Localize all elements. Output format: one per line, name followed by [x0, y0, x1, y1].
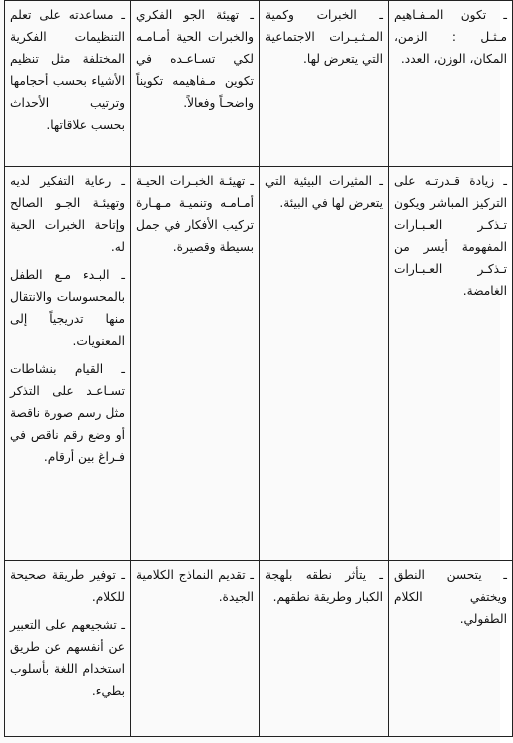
cell-text: ـ المثيرات البيئية التي يتعرض لها في البيئة.	[265, 174, 383, 210]
table-cell	[260, 167, 389, 561]
table-cell	[131, 561, 260, 737]
table-cell	[131, 1, 260, 167]
table-cell	[5, 1, 131, 167]
table-cell	[131, 167, 260, 561]
table-cell	[389, 1, 513, 167]
cell-text: ـ تشجيعهم على التعبير عن أنفسهم عن طريق استخدام اللغة بأسلوب بطيء.	[10, 618, 125, 698]
cell-text: ـ القيام بنشاطات تسـاعـد على التذكر مثل رسم صورة ناقصة أو وضع رقم ناقص في فـراغ بين أرقام.	[10, 362, 125, 464]
cell-text: ـ يتحسن النطق ويختفي الكلام الطفولي.	[394, 568, 507, 626]
cell-text: ـ تقديم النماذج الكلامية الجيدة.	[136, 568, 254, 604]
content-table	[4, 0, 513, 737]
table-cell	[5, 561, 131, 737]
table-cell	[389, 167, 513, 561]
cell-text: ـ يتأثر نطقه بلهجة الكبار وطريقة نطقهم.	[265, 568, 383, 604]
cell-text: ـ توفير طريقة صحيحة للكلام.	[10, 568, 125, 604]
cell-text: ـ تهيئة الجو الفكري والخبرات الحية أمـامـه لكي تسـاعـده في تكوين مـفاهيمه تكويناً واضحـاً وفعالاً.	[136, 8, 254, 110]
table-row	[5, 561, 513, 737]
table-row	[5, 1, 513, 167]
cell-text: ـ زيادة قـدرتـه على التركيز المباشر ويكون تـذكـر العـبـارات المفهومة أيسر من تـذكـر العـبـارات الغامضة.	[394, 174, 507, 298]
cell-text: ـ تكون المـفـاهيم مـثـل : الزمن، المكان، الوزن، العدد.	[394, 8, 507, 66]
table-row	[5, 167, 513, 561]
cell-text: ـ مساعدته على تعلم التنظيمات الفكرية المختلفة مثل تنظيم الأشياء بحسب أحجامها وترتيب الأحداث بحسب علاقاتها.	[10, 8, 125, 132]
table-cell	[260, 561, 389, 737]
cell-text: ـ رعاية التفكير لديه وتهيئـة الجـو الصالح وإتاحة الخبرات الحية له.	[10, 174, 125, 254]
table-cell	[5, 167, 131, 561]
cell-text: ـ البـدء مـع الطفل بالمحسوسات والانتقال منها تدريجياً إلى المعنويات.	[10, 268, 125, 348]
cell-text: ـ الخبرات وكمية المـثـيـرات الاجتماعية التي يتعرض لها.	[265, 8, 383, 66]
table-cell	[389, 561, 513, 737]
cell-text: ـ تهيئـة الخبـرات الحيـة أمـامـه وتنميـة مـهـارة تركيب الأفكار في جمل بسيطة وقصيرة.	[136, 174, 254, 254]
table-cell	[260, 1, 389, 167]
